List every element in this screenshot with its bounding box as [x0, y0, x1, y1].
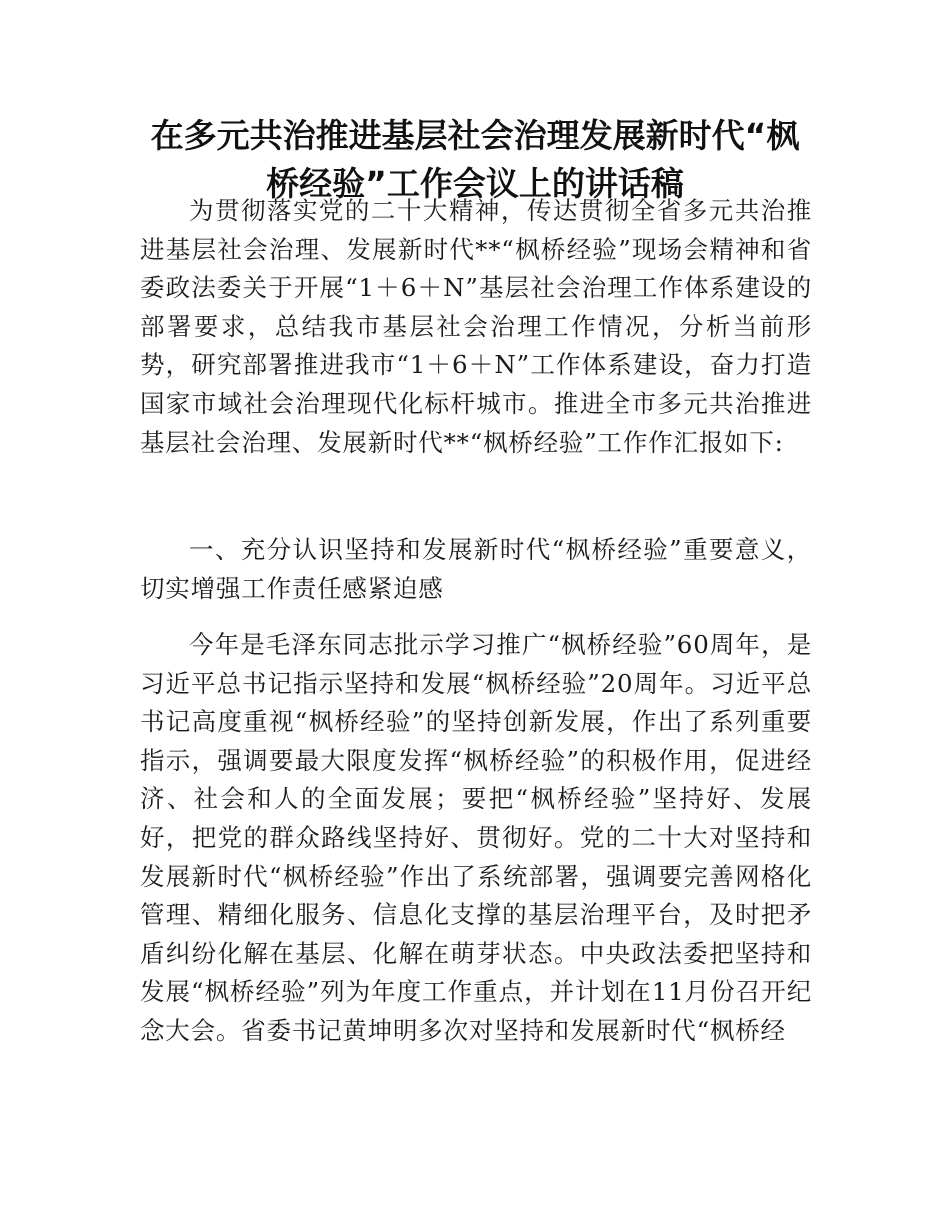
document-title: 在多元共治推进基层社会治理发展新时代“枫桥经验”工作会议上的讲话稿 [150, 116, 800, 203]
intro-paragraph: 为贯彻落实党的二十大精神，传达贯彻全省多元共治推进基层社会治理、发展新时代**“枫桥经验”现场会精神和省委政法委关于开展“1＋6＋N”基层社会治理工作体系建设的部署要求，总结我市基层社会治理工作情况，分析当前形势，研究部署推进我市“1＋6＋N”工作体系建设，奋力打造国家市域社会治理现代化标杆城市。推进全市多元共治推进基层社会治理、发展新时代**“枫桥经验”工作作汇报如下: [140, 196, 812, 457]
section-heading-paragraph: 一、充分认识坚持和发展新时代“枫桥经验”重要意义，切实增强工作责任感紧迫感 [140, 535, 812, 603]
body-paragraph: 今年是毛泽东同志批示学习推广“枫桥经验”60周年，是习近平总书记指示坚持和发展“枫桥经验”20周年。习近平总书记高度重视“枫桥经验”的坚持创新发展，作出了系列重要指示，强调要最大限度发挥“枫桥经验”的积极作用，促进经济、社会和人的全面发展；要把“枫桥经验”坚持好、发展好，把党的群众路线坚持好、贯彻好。党的二十大对坚持和发展新时代“枫桥经验”作出了系统部署，强调要完善网格化管理、精细化服务、信息化支撑的基层治理平台，及时把矛盾纠纷化解在基层、化解在萌芽状态。中央政法委把坚持和发展“枫桥经验”列为年度工作重点，并计划在11月份召开纪念大会。省委书记黄坤明多次对坚持和发展新时代“枫桥经 [140, 630, 812, 1045]
